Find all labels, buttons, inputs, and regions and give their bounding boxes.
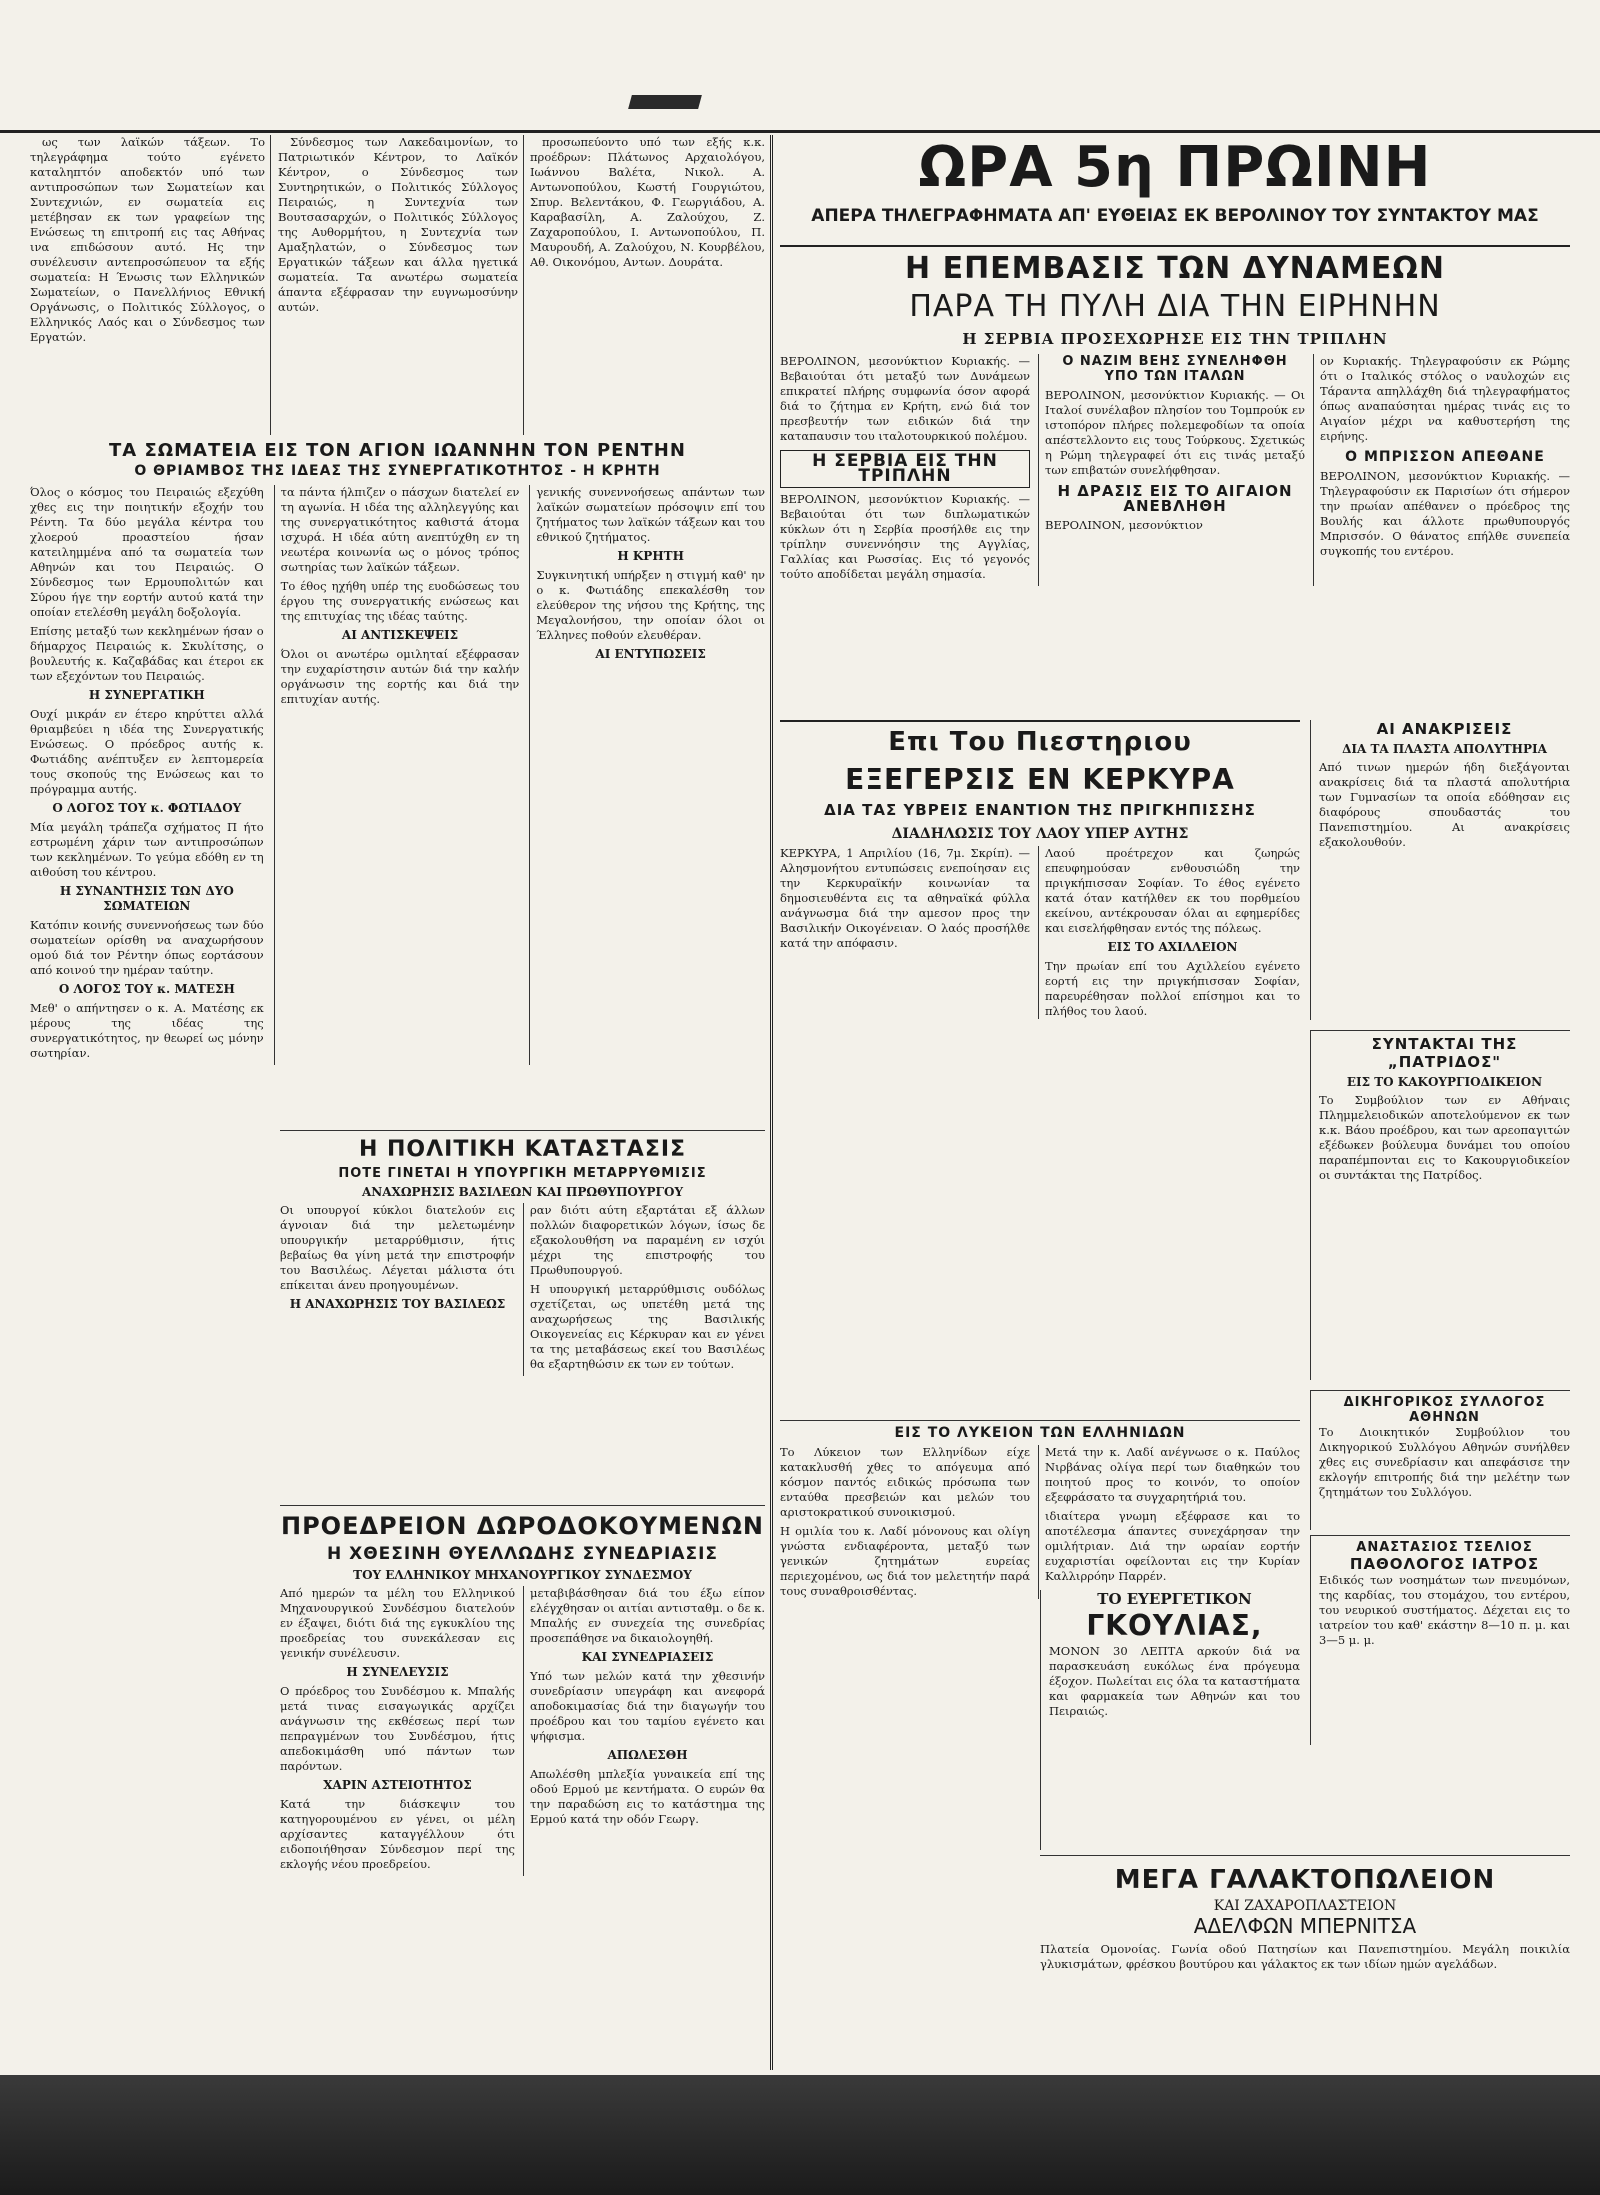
galaktopoleion-owner: ΑΔΕΛΦΩΝ ΜΠΕΡΝΙΤΣΑ [1193, 1914, 1417, 1938]
article-paragraph: Το Διοικητικόν Συμβούλιον του Δικηγορικού Συλλόγου Αθηνών συνήλθεν χθες εις συνεδρίασιν και απεφάσισε την εκλογήν επιτροπής διά την μελέτην των ζητημάτων του Συλλόγου. [1319, 1425, 1570, 1499]
article-paragraph: Από ημερών τα μέλη του Ελληνικού Μηχανουργικού Συνδέσμου διατελούν εν έξαψει, διότι διά της εγκυκλίου της προεδρείας του συνεκάλεσαν εις γενικήν συνέλευσιν. [280, 1586, 515, 1660]
article-paragraph: Συγκινητική υπήρξεν η στιγμή καθ' ην ο κ. Φωτιάδης επεκαλέσθη τον ελεύθερον της νήσου της Κρήτης, της Μεγαλονήσου, την οποίαν όλοι οι Έλληνες ποθούν ελευθέραν. [536, 568, 765, 642]
article-paragraph: Η ομιλία του κ. Λαδί μόνονους και ολίγη γνώστα ενδιαφέροντα, μεταξύ των γενικών ζητημάτων ευρείας περιεχομένου, ως διά τον μελετητήν παρά τους συναθροισθέντας. [780, 1524, 1030, 1598]
piestirio-kicker: Επι Του Πιεστηριου [888, 727, 1192, 757]
patrios-article [1310, 1030, 1570, 1380]
article-paragraph: Οι υπουργοί κύκλοι διατελούν εις άγνοιαν διά την μελετωμένην υπουργικήν μεταρρύθμισιν, ήτις βεβαίως θα γίνη μετά την επιστροφήν του Βασιλέως. Λέγεται μάλιστα ότι επίκειται άνευ προηγουμένων. [280, 1203, 515, 1292]
section-heading: ΕΙΣ ΤΟ ΑΧΙΛΛΕΙΟΝ [1107, 940, 1238, 954]
article-paragraph: Επίσης μεταξύ των κεκλημένων ήσαν ο δήμαρχος Πειραιώς κ. Σκυλίτσης, ο βουλευτής κ. Καζαβάδας και έτεροι εκ των εξεχόντων του Πειραιώς. [30, 624, 264, 683]
article-paragraph: Μία μεγάλη τράπεζα σχήματος Π ήτο εστρωμένη χάριν των αντιπροσώπων των κεκλημένων. Το γεύμα εδόθη εν τη αιθούση του κέντρου. [30, 820, 264, 879]
proedreion-subhead: Η ΧΘΕΣΙΝΗ ΘΥΕΛΛΩΔΗΣ ΣΥΝΕΔΡΙΑΣΙΣ [326, 1544, 719, 1564]
article-paragraph: ιδιαίτερα γνωμη εξέφρασε και το αποτέλεσμα άπαντες συνεχάρησαν την ομιλήτριαν. Διά την ωραίαν εορτήν ευχαριστίαι οφείλονται εις την Κυρίαν Καλλιρρόην Παρρέν. [1045, 1509, 1300, 1583]
proedreion-deck: ΤΟΥ ΕΛΛΗΝΙΚΟΥ ΜΗΧΑΝΟΥΡΓΙΚΟΥ ΣΥΝΔΕΣΜΟΥ [353, 1568, 692, 1582]
gkoulias-name: ΓΚΟΥΛΙΑΣ, [1086, 1609, 1263, 1642]
nazim-headline: Ο ΝΑΖΙΜ ΒΕΗΣ ΣΥΝΕΛΗΦΘΗ ΥΠΟ ΤΩΝ ΙΤΑΛΩΝ [1062, 354, 1288, 384]
serbia-headline: Η ΣΕΡΒΙΑ ΕΙΣ ΤΗΝ ΤΡΙΠΛΗΝ [780, 450, 1030, 488]
agios-ioannis-headline: ΤΑ ΣΩΜΑΤΕΙΑ ΕΙΣ ΤΟΝ ΑΓΙΟΝ ΙΩΑΝΝΗΝ ΤΟΝ ΡΕΝΤΗΝ [109, 440, 686, 461]
article-paragraph: Η υπουργική μεταρρύθμισις ουδόλως σχετίζεται, ως υπετέθη μετά της αναχωρήσεως της Βασιλικής Οικογενείας εις Κέρκυραν και εν γένει τα της μεταβάσεως εκεί του Βασιλέως θα εξαρτηθώσιν εκ των εν τούτων. [530, 1282, 765, 1371]
middle-col-text: Σύνδεσμος των Λακεδαιμονίων, το Πατριωτικόν Κέντρον, το Λαϊκόν Κέντρον, ο Σύνδεσμος των Συντηρητικών, ο Πολιτικός Σύλλογος Πειραιώς, η Συντεχνία των Βουτσασαρχών, ο Πολιτικός Σύλλογος της Αυθορμήτου, η Συντεχνία των Αμαξηλατών, ο Σύνδεσμος των Εργατικών τάξεων και άλλα ηγετικά σωματεία. Τα ανωτέρω σωματεία άπαντα εξέφρασαν την ευγνωμοσύνην αυτών. [278, 135, 518, 314]
section-heading: ΑΙ ΑΝΤΙΣΚΕΨΕΙΣ [341, 628, 459, 642]
third-column [530, 135, 765, 435]
anakriseis-subhead: ΔΙΑ ΤΑ ΠΛΑΣΤΑ ΑΠΟΛΥΤΗΡΙΑ [1342, 742, 1547, 756]
brisson-headline: Ο ΜΠΡΙΣΣΟΝ ΑΠΕΘΑΝΕ [1345, 449, 1545, 465]
left-col-text: ως των λαϊκών τάξεων. Το τηλεγράφημα τούτο εγένετο καταληπτόν αποδεκτόν υπό των αντιπροσώπων των Σωματείων και Συντεχνιών, εν σωματεία εις μετέβησαν εκ των γραφείων της Ενώσεως τη επιτροπή εις τας Αθήνας ινα επιδώσουν αυτό. Ης την συνέλευσιν αντεπροσώπευον τα εξής σωματεία: Η Ένωσις των Ελληνικών Σωματείων, ο Πανελλήνιος Εθνική Οργάνωσις, ο Πολιτικός Σύλλογος, ο Ελληνικός Λαός και ο Σύνδεσμος των Εργατών. [30, 135, 265, 344]
section-heading: ΑΠΩΛΕΣΘΗ [607, 1748, 688, 1762]
politiki-headline: Η ΠΟΛΙΤΙΚΗ ΚΑΤΑΣΤΑΣΙΣ [358, 1137, 687, 1162]
section-heading: Η ΣΥΝΑΝΤΗΣΙΣ ΤΩΝ ΔΥΟ ΣΩΜΑΤΕΙΩΝ [59, 884, 234, 913]
article-paragraph: ΒΕΡΟΛΙΝΟΝ, μεσονύκτιον Κυριακής. — Οι Ιταλοί συνέλαβον πλησίον του Τομπρούκ εν ιστοπόρον πλήρες πολεμεφοδίων τα οποία απέστελλοντο εις τους Τούρκους. Σχετικώς η Ρώμη τηλεγραφεί ότι εις τινάς μεταξύ των επιβατών συνελήφθησαν. [1045, 388, 1305, 477]
article-paragraph: ΚΕΡΚΥΡΑ, 1 Απριλίου (16, 7μ. Σκρίπ). — Αλησμονήτου εντυπώσεις ενεποίησαν εις την Κερκυραϊκήν κοινωνίαν τα δημοσιευθέντα εις τα αθηναϊκά φύλλα ανάγνωσμα διά την αμεσον προς την Βασιλικήν Οικογένειαν. Ο λαός προσήλθε κατά την απόφασιν. [780, 846, 1030, 950]
politiki-subhead: ΠΟΤΕ ΓΙΝΕΤΑΙ Η ΥΠΟΥΡΓΙΚΗ ΜΕΤΑΡΡΥΘΜΙΣΙΣ [338, 1166, 707, 1181]
ad-text: Πλατεία Ομονοίας. Γωνία οδού Πατησίων και Πανεπιστημίου. Μεγάλη ποικιλία γλυκισμάτων, φρέσκου βουτύρου και γάλακτος εκ των ιδίων ημών αγελάδων. [1040, 1942, 1570, 1971]
article-paragraph: Ο πρόεδρος του Συνδέσμου κ. Μπαλής μετά τινας εισαγωγικάς αρχίζει ανάγνωσιν της εκθέσεως περί των πεπραγμένων του Συνδέσμου, ήτις απεδοκιμάσθη υπό πάντων των παρόντων. [280, 1684, 515, 1773]
article-paragraph: Υπό των μελών κατά την χθεσινήν συνεδρίασιν υπεγράφη και ανεφορά αποδοκιμασίας διά την διαγωγήν του προέδρου και του ταμίου εγένετο και ψήφισμα. [530, 1669, 765, 1743]
patrios-subhead: ΕΙΣ ΤΟ ΚΑΚΟΥΡΓΙΟΔΙΚΕΙΟΝ [1346, 1075, 1543, 1089]
middle-column [278, 135, 518, 435]
article-paragraph: Κατά την διάσκεψιν του κατηγορουμένου εν γένει, οι μέλη αρχίσαντες καταγγέλλουν ότι ειδοποιήθησαν Σύνδεσμον περί της εκλογής νέου προεδρείου. [280, 1797, 515, 1871]
center-column-rule [770, 135, 773, 2070]
article-paragraph: ραν διότι αύτη εξαρτάται εξ άλλων πολλών διαφορετικών λόγων, ίσως δε εξακολουθήση να παραμένη εν ισχύι μέχρι της επιστροφής του Πρωθυπουργού. [530, 1203, 765, 1277]
epemvasis-headline: Η ΕΠΕΜΒΑΣΙΣ ΤΩΝ ΔΥΝΑΜΕΩΝ [905, 251, 1445, 286]
section-heading: Ο ΛΟΓΟΣ ΤΟΥ κ. ΜΑΤΕΣΗ [58, 982, 235, 996]
article-paragraph: Όλος ο κόσμος του Πειραιώς εξεχύθη χθες εις την ποιητικήν εξοχήν του Ρέντη. Τα δύο μεγάλα κέντρα του χλοερού προαστείου ήσαν κατειλημμένα από τα σωματεία των Αθηνών και του Πειραιώς. Ο Σύνδεσμος των Ερμουπολιτών και Σύρου ήγε την εορτήν αυτού κατά την οποίαν ετελέσθη μεγάλη δοξολογία. [30, 485, 264, 619]
ad-text: Ειδικός των νοσημάτων των πνευμόνων, της καρδίας, του στομάχου, του εντέρου, του νευρικού συστήματος. Δέχεται εις το ιατρείον του καθ' εκάστην 8—10 π. μ. και 3—5 μ. μ. [1319, 1573, 1570, 1647]
proedreion-article [280, 1505, 765, 2071]
piestirio-headline: ΕΞΕΓΕΡΣΙΣ ΕΝ ΚΕΡΚΥΡΑ [845, 763, 1235, 796]
section-heading: ΑΙ ΕΝΤΥΠΩΣΕΙΣ [595, 647, 706, 661]
galaktopoleion-headline: ΜΕΓΑ ΓΑΛΑΚΤΟΠΩΛΕΙΟΝ [1114, 1865, 1496, 1895]
dikigorikos-article [1310, 1390, 1570, 1530]
tselios-subhead: ΠΑΘΟΛΟΓΟΣ ΙΑΤΡΟΣ [1349, 1555, 1540, 1573]
article-paragraph: Το Λύκειον των Ελληνίδων είχε κατακλυσθή χθες το απόγευμα από κόσμον παντός ειδικώς πρόσωπα των ενταύθα πρεσβειών και μελών του αριστοκρατικού συνοικισμού. [780, 1445, 1030, 1519]
tselios-ad [1310, 1535, 1570, 1745]
galaktopoleion-ad [1040, 1855, 1570, 2066]
section-heading: ΧΑΡΙΝ ΑΣΤΕΙΟΤΗΤΟΣ [323, 1778, 472, 1792]
anakriseis-headline: ΑΙ ΑΝΑΚΡΙΣΕΙΣ [1376, 720, 1513, 738]
galaktopoleion-subhead: ΚΑΙ ΖΑΧΑΡΟΠΛΑΣΤΕΙΟΝ [1213, 1898, 1397, 1914]
article-paragraph: Όλοι οι ανωτέρω ομιληταί εξέφρασαν την ευχαρίστησιν αυτών διά την καλήν οργάνωσιν της εορτής και διά την επιτυχίαν αυτής. [280, 647, 520, 706]
article-paragraph: Από τινων ημερών ήδη διεξάγονται ανακρίσεις διά τα πλαστά απολυτήρια των Γυμνασίων τα οποία εδόθησαν εις διαφόρους σπουδαστάς του Πανεπιστημίου. Αι ανακρίσεις εξακολουθούν. [1319, 760, 1570, 849]
article-paragraph: μεταβιβάσθησαν διά του έξω είπον ελέγχθησαν οι αιτίαι αντισταθμ. ο δε κ. Μπαλής εν συνεχεία της συνεδρίας προσεπάθησε να δικαιολογηθή. [530, 1586, 765, 1645]
page-subtitle: ΑΠΕΡΑ ΤΗΛΕΓΡΑΦΗΜΑΤΑ ΑΠ' ΕΥΘΕΙΑΣ ΕΚ ΒΕΡΟΛΙΝΟΥ ΤΟΥ ΣΥΝΤΑΚΤΟΥ ΜΑΣ [811, 206, 1539, 226]
gkoulias-ad [1040, 1590, 1300, 1850]
gkoulias-kicker: ΤΟ ΕΥΕΡΓΕΤΙΚΟΝ [1097, 1590, 1252, 1608]
column-rule [270, 135, 271, 435]
section-heading: Η ΚΡΗΤΗ [617, 549, 684, 563]
page-bottom-strip [0, 2075, 1600, 2195]
article-paragraph: Ουχί μικράν εν έτερο κηρύττει αλλά θριαμβεύει η ιδέα της Συνεργατικής Ενώσεως. Ο πρόεδρος αυτής κ. Φωτιάδης ανέπτυξεν εν λεπτομερεία τους σκοπούς της Ενώσεως και το πρόγραμμα αυτής. [30, 707, 264, 796]
agios-ioannis-subhead: Ο ΘΡΙΑΜΒΟΣ ΤΗΣ ΙΔΕΑΣ ΤΗΣ ΣΥΝΕΡΓΑΤΙΚΟΤΗΤΟΣ - Η ΚΡΗΤΗ [134, 463, 661, 479]
left-column [30, 135, 265, 435]
masthead [0, 0, 1600, 133]
article-paragraph: Λαού προέτρεχον και ζωηρώς επευφημούσαν ενθουσιώδη την πριγκήπισσαν Σοφίαν. Το έθος εγένετο κατά όταν κατήλθεν εκ του πορθμείου εκείνου, αντέκρουσαν όλαι αι εφημερίδες και εισελήφθησαν εντός της πόλεως. [1045, 846, 1300, 935]
piestirio-deck: ΔΙΑΔΗΛΩΣΙΣ ΤΟΥ ΛΑΟΥ ΥΠΕΡ ΑΥΤΗΣ [891, 826, 1189, 842]
politiki-deck: ΑΝΑΧΩΡΗΣΙΣ ΒΑΣΙΛΕΩΝ ΚΑΙ ΠΡΩΘΥΠΟΥΡΓΟΥ [361, 1185, 684, 1199]
article-paragraph: ΒΕΡΟΛΙΝΟΝ, μεσονύκτιον Κυριακής. — Βεβαιούται ότι μεταξύ των Δυνάμεων επικρατεί πλήρης συμφωνία όσον αφορά διά το ζήτημα εν Κρήτη, ενώ διά τον πρεσβευτήν των ειδικών διά την καταπαυσιν του ιταλοτουρκικού πολέμου. [780, 354, 1030, 443]
article-paragraph: Απωλέσθη μπλεξία γυναικεία επί της οδού Ερμού με κεντήματα. Ο ευρών θα την παραδώση εις το κατάστημα της Ερμού κατά την οδόν Γεωργ. [530, 1767, 765, 1826]
article-paragraph: ΒΕΡΟΛΙΝΟΝ, μεσονύκτιον [1045, 518, 1203, 532]
article-paragraph: ον Κυριακής. Τηλεγραφούσιν εκ Ρώμης ότι ο Ιταλικός στόλος ο ναυλοχών εις Τάραντα απηλλάχθη διά τηλεγραφήματος όπως αναπαύσηται ημέρας τινάς εις το Αιγαίον μέχρι να καθυστερήση της ειρήνης. [1320, 354, 1570, 443]
article-paragraph: Το Συμβούλιον των εν Αθήναις Πλημμελειοδικών αποτελούμενον εκ των κ.κ. Βάου προέδρου, και των αρεοπαγιτών εξέδωκεν βούλευμα δυνάμει του οποίου παραπέμπονται εις το Κακουργιοδικείον οι συντάκται της Πατρίδος. [1319, 1093, 1570, 1182]
lykeion-headline: ΕΙΣ ΤΟ ΛΥΚΕΙΟΝ ΤΩΝ ΕΛΛΗΝΙΔΩΝ [894, 1425, 1186, 1441]
section-heading: Η ΑΝΑΧΩΡΗΣΙΣ ΤΟΥ ΒΑΣΙΛΕΩΣ [289, 1297, 506, 1311]
anakriseis-article [1310, 720, 1570, 1020]
article-paragraph: γενικής συνεννοήσεως απάντων των λαϊκών σωματείων πρόσοψιν επί του ζητήματος των λαϊκών τάξεων και του εθνικού ζητήματος. [536, 485, 765, 544]
article-paragraph: Την πρωίαν επί του Αχιλλείου εγένετο εορτή εις την πριγκήπισσαν Σοφίαν, παρευρέθησαν πολλοί επίσημοι και το πλήθος του λαού. [1045, 959, 1300, 1018]
epemvasis-deck: Η ΣΕΡΒΙΑ ΠΡΟΣΕΧΩΡΗΣΕ ΕΙΣ ΤΗΝ ΤΡΙΠΛΗΝ [962, 330, 1388, 348]
article-paragraph: ΒΕΡΟΛΙΝΟΝ, μεσονύκτιον Κυριακής. — Τηλεγραφούσιν εκ Παρισίων ότι σήμερον την πρωίαν απέθανεν ο πρόεδρος της Βουλής και άλλοτε πρωθυπουργός Μπρισσόν. Ο θάνατος επήλθε συνεπεία συγκοπής του εντέρου. [1320, 469, 1570, 558]
ad-text: ΜΟΝΟΝ 30 ΛΕΠΤΑ αρκούν διά να παρασκευάση ευκόλως ένα πρόγευμα έξοχον. Πωλείται εις όλα τα καταστήματα και φαρμακεία των Αθηνών και του Πειραιώς. [1049, 1644, 1300, 1718]
article-paragraph: Μεθ' ο απήντησεν ο κ. Α. Ματέσης εκ μέρους της ιδέας της συνεργατικότητος, ην θεωρεί ως μόνην σωτηρίαν. [30, 1001, 264, 1060]
right-header [780, 135, 1570, 247]
section-heading: Η ΣΥΝΕΡΓΑΤΙΚΗ [88, 688, 205, 702]
drasis-headline: Η ΔΡΑΣΙΣ ΕΙΣ ΤΟ ΑΙΓΑΙΟΝ ΑΝΕΒΛΗΘΗ [1057, 482, 1293, 515]
section-heading: Η ΣΥΝΕΛΕΥΣΙΣ [346, 1665, 449, 1679]
epemvasis-headline2: ΠΑΡΑ ΤΗ ΠΥΛΗ ΔΙΑ ΤΗΝ ΕΙΡΗΝΗΝ [909, 289, 1441, 324]
masthead-ornament [628, 95, 702, 109]
agios-ioannis-article [30, 440, 765, 1200]
proedreion-headline: ΠΡΟΕΔΡΕΙΟΝ ΔΩΡΟΔΟΚΟΥΜΕΝΩΝ [281, 1512, 764, 1540]
article-paragraph: ΒΕΡΟΛΙΝΟΝ, μεσονύκτιον Κυριακής. — Βεβαιούται ότι των διπλωματικών κύκλων ότι η Σερβία προσήλθε εις την τρίπλην συνεννόησιν της Αγγλίας, Γαλλίας και Ρωσσίας. Εις τό γεγονός τούτο αποδίδεται μεγάλη σημασία. [780, 492, 1030, 581]
article-paragraph: Κατόπιν κοινής συνεννοήσεως των δύο σωματείων ορίσθη να αναχωρήσουν ομού διά τον Ρέντην όπως εορτάσουν από κοινού την ημέραν ταύτην. [30, 918, 264, 977]
tselios-headline: ΑΝΑΣΤΑΣΙΟΣ ΤΣΕΛΙΟΣ [1356, 1540, 1533, 1555]
politiki-katastasis-article [280, 1130, 765, 1401]
third-col-text: προσωπεύοντο υπό των εξής κ.κ. προέδρων: Πλάτωνος Αρχαιολόγου, Ιωάννου Βαλέτα, Νικολ. Α. Αντωνοπούλου, Κωστή Γουργιώτου, Σπυρ. Βελεντάκου, Φ. Γεωργιάδου, Α. Καραβασίλη, Α. Ζαλούχου, Ζ. Ζαχαροπούλου, Ι. Αντωνοπούλου, Π. Μαυρουδή, Α. Ζαλούχου, Ν. Κουρβέλου, Αθ. Οικονόμου, Αντων. Δουράτα. [530, 135, 765, 269]
section-heading: Ο ΛΟΓΟΣ ΤΟΥ κ. ΦΩΤΙΑΔΟΥ [52, 801, 242, 815]
article-paragraph: Το έθος ηχήθη υπέρ της ευοδώσεως του έργου της συνεργατικής ενώσεως και της επιτυχίας της ιδέας ταύτης. [280, 579, 520, 623]
patrios-headline: ΣΥΝΤΑΚΤΑΙ ΤΗΣ „ΠΑΤΡΙΔΟΣ" [1371, 1035, 1518, 1071]
dikigorikos-headline: ΔΙΚΗΓΟΡΙΚΟΣ ΣΥΛΛΟΓΟΣ ΑΘΗΝΩΝ [1343, 1395, 1546, 1425]
article-paragraph: τα πάντα ήλπιζεν ο πάσχων διατελεί εν τη αγωνία. Η ιδέα της αλληλεγγύης και της συνεργατικότητος καθιστά άτομα ισχυρά. Η ιδέα αύτη ανεπτύχθη εν τη νεωτέρα κοινωνία ως ο μόνος τρόπος σωτηρίας των λαϊκών τάξεων. [280, 485, 520, 574]
piestirio-article [780, 720, 1300, 1422]
column-rule [523, 135, 524, 435]
article-paragraph: Μετά την κ. Λαδί ανέγνωσε ο κ. Παύλος Νιρβάνας ολίγα περί των διαθηκών του ποιητού προς το κοινόν, το οποίον εξεφράσατο τα συγχαρητήριά του. [1045, 1445, 1300, 1504]
piestirio-headline2: ΔΙΑ ΤΑΣ ΥΒΡΕΙΣ ΕΝΑΝΤΙΟΝ ΤΗΣ ΠΡΙΓΚΗΠΙΣΣΗΣ [824, 801, 1256, 819]
section-heading: ΚΑΙ ΣΥΝΕΔΡΙΑΣΕΙΣ [581, 1650, 714, 1664]
epemvasis-article [780, 250, 1570, 715]
page-title: ΩΡΑ 5η ΠΡΩΙΝΗ [918, 135, 1432, 200]
